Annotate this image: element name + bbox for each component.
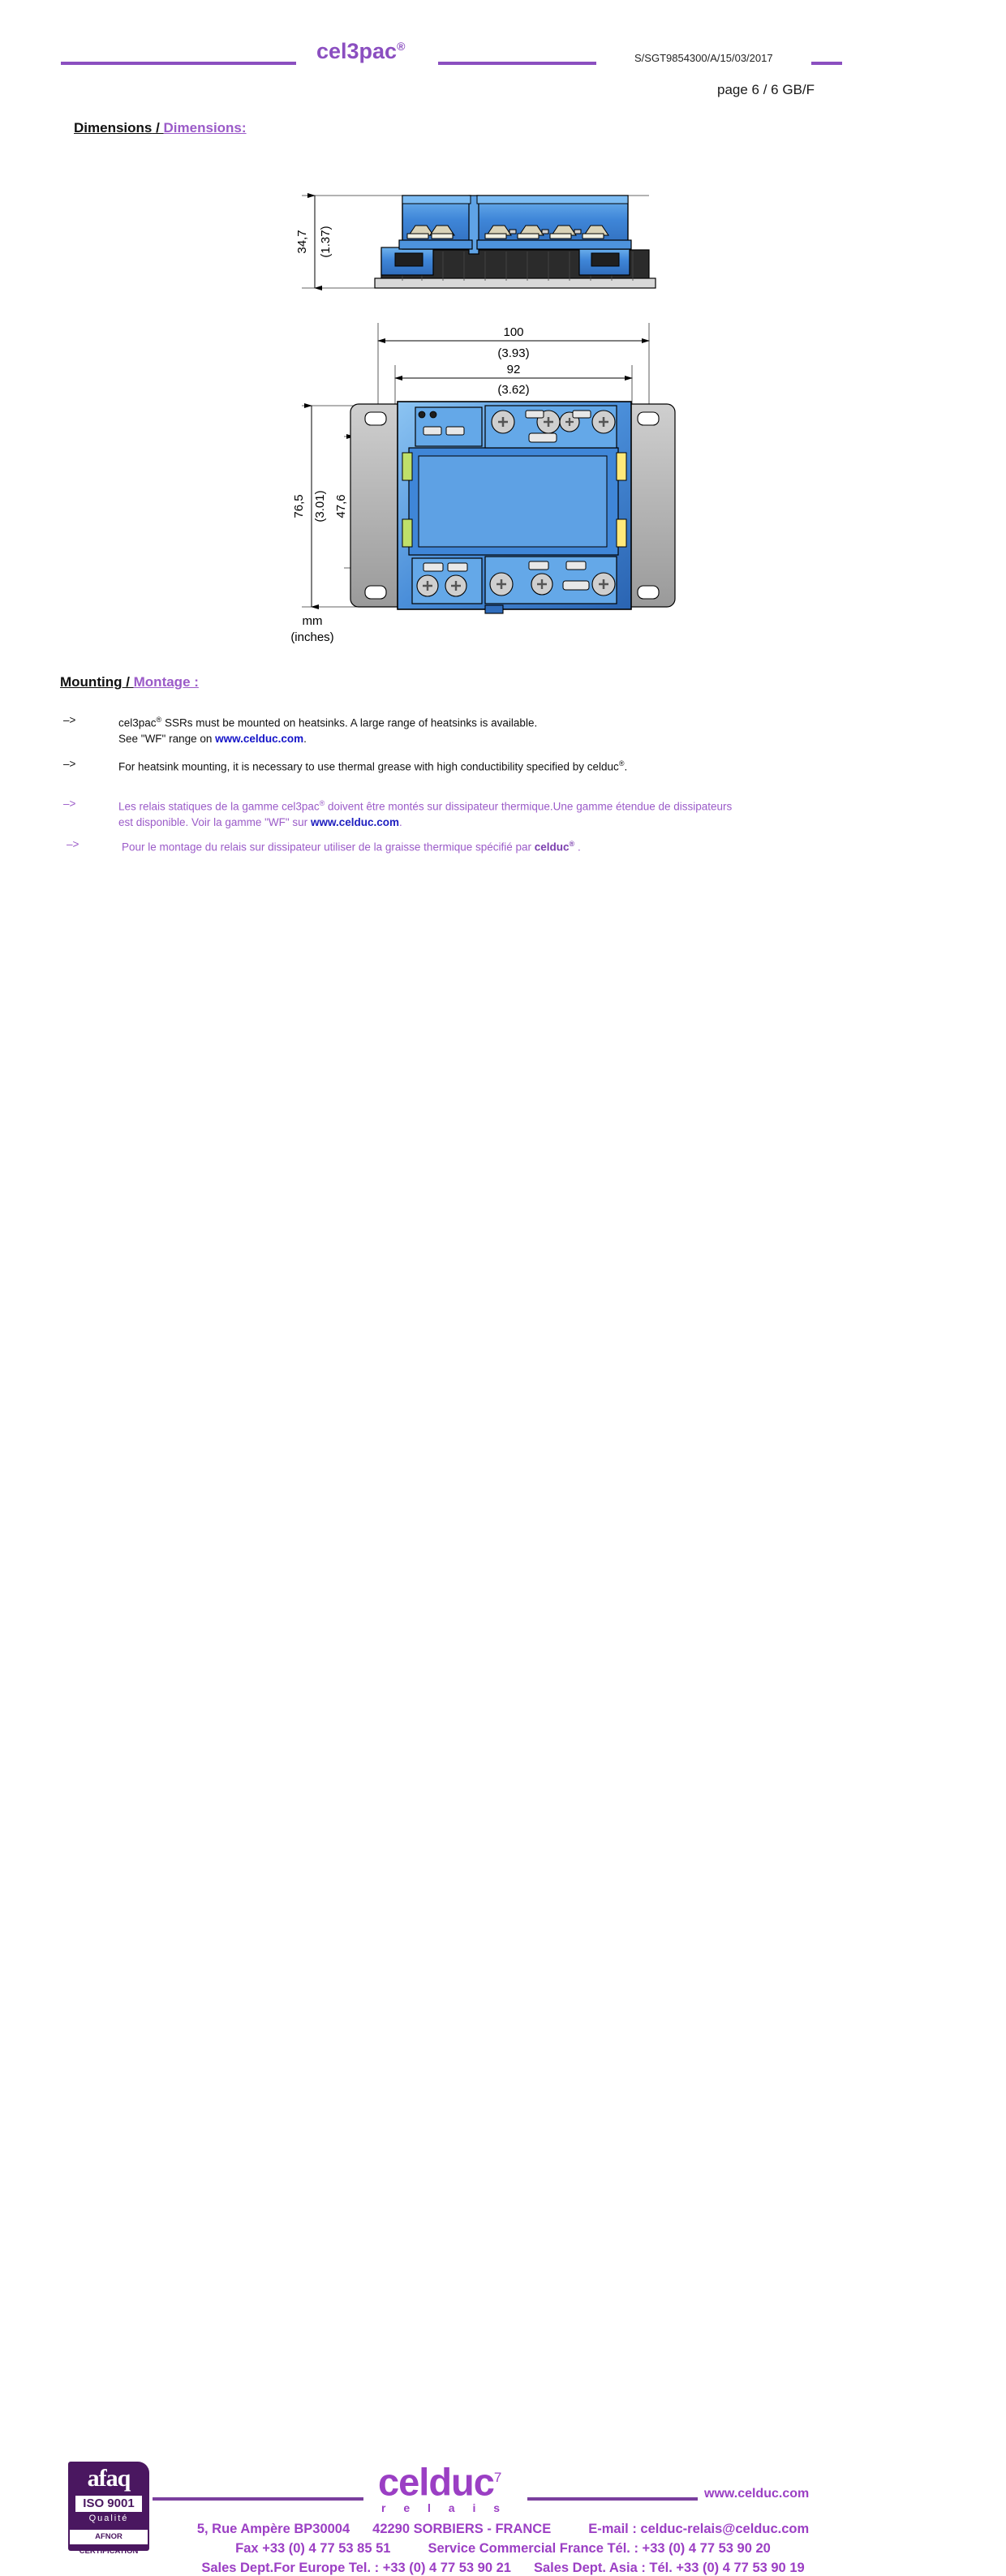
celduc-logo-name: celduc: [378, 2460, 494, 2504]
top-view-height-mm: 76,5: [292, 494, 306, 518]
top-view-height-in: (3.01): [313, 490, 327, 523]
top-view-width-mm: 100: [503, 325, 524, 339]
units-caption-inches: (inches): [290, 630, 334, 644]
footer-fax: Fax +33 (0) 4 77 53 85 51: [235, 2541, 391, 2556]
bullet-en-2-text: [118, 756, 873, 775]
registered-mark-icon: ®: [319, 799, 325, 807]
bullet-arrow-icon: –>: [63, 714, 76, 726]
bullet-fr-1-line1a: Les relais statiques de la gamme cel3pac: [118, 800, 320, 813]
mounting-title-fr: Montage :: [133, 674, 199, 690]
registered-mark-icon: ®: [569, 840, 575, 848]
dimensions-section-title: [74, 120, 247, 136]
bullet-fr-1-line2a: est disponible. Voir la gamme "WF" sur: [118, 815, 311, 828]
top-view-drawing: [292, 323, 675, 613]
celduc-logo-subtitle: r e l a i s: [381, 2501, 508, 2514]
mounting-section-title: [60, 674, 199, 690]
footer-contact-line-2: [0, 2541, 1006, 2557]
afnor-certification-badge: AFNOR CERTIFICATION: [70, 2530, 148, 2544]
bullet-arrow-icon: –>: [63, 758, 76, 770]
header-rule-left: [61, 62, 296, 65]
footer-website-link[interactable]: www.celduc.com: [704, 2487, 810, 2501]
footer-sales-asia: Sales Dept. Asia : Tél. +33 (0) 4 77 53 90 19: [533, 2561, 805, 2575]
footer-email[interactable]: E-mail : celduc-relais@celduc.com: [588, 2522, 810, 2536]
afaq-logo-text: afaq: [87, 2465, 131, 2492]
dimension-drawings: [0, 162, 1006, 665]
document-reference: S/SGT9854300/A/15/03/2017: [634, 52, 773, 64]
top-view-inner-height-mm: 47,6: [334, 494, 348, 518]
bullet-arrow-icon: –>: [63, 798, 76, 810]
footer-contact-line-1: [0, 2522, 1006, 2537]
bullet-en-1-line2a: See "WF" range on: [118, 732, 216, 745]
header-rule-middle: [438, 62, 596, 65]
celduc-logo-mark: 7: [493, 2470, 501, 2485]
footer-rule-right: [527, 2497, 698, 2501]
bullet-arrow-icon: –>: [67, 838, 80, 850]
bullet-fr-2-text: [122, 836, 876, 855]
bullet-en-2-text-b: .: [624, 760, 628, 773]
mounting-title-en: Mounting: [60, 674, 123, 690]
afaq-quality-label: Qualité: [88, 2514, 129, 2523]
dimensions-title-fr: Dimensions:: [163, 120, 247, 135]
bullet-fr-2-brand: celduc: [534, 841, 570, 854]
bullet-en-1-line1a: cel3pac: [118, 716, 157, 729]
units-caption-mm: mm: [302, 614, 323, 628]
side-view-height-mm: 34,7: [295, 230, 309, 254]
page-header: [0, 0, 1006, 97]
brand-name: cel3pac: [316, 39, 398, 63]
bullet-fr-1-line2b: .: [398, 815, 402, 828]
bullet-fr-2-text-a: Pour le montage du relais sur dissipateur utiliser de la graisse thermique spécifié par: [122, 841, 535, 854]
side-view-drawing: [295, 196, 656, 288]
footer-contact-line-3: [0, 2561, 1006, 2576]
footer-city: 42290 SORBIERS - FRANCE: [372, 2522, 552, 2536]
side-view-height-in: (1.37): [319, 226, 333, 258]
page-footer: [0, 1227, 1006, 2575]
bullet-en-1-text: [118, 712, 873, 746]
afaq-iso9001-logo: [68, 2462, 149, 2556]
bullet-fr-2-text-b: .: [574, 841, 581, 854]
footer-rule-left: [153, 2497, 363, 2501]
bullet-fr-1-text: [118, 796, 873, 830]
celduc-website-link-en-1[interactable]: www.celduc.com: [215, 732, 304, 745]
header-rule-right: [811, 62, 842, 65]
celduc-website-link-fr-1[interactable]: www.celduc.com: [310, 815, 399, 828]
dimensions-title-en: Dimensions: [74, 120, 153, 135]
dimensions-title-separator: /: [152, 120, 164, 135]
top-view-inner-width-mm: 92: [506, 363, 521, 376]
top-view-width-in: (3.93): [497, 346, 530, 360]
registered-mark-icon: ®: [618, 759, 625, 768]
celduc-logo: [378, 2458, 540, 2504]
bullet-en-2-text-a: For heatsink mounting, it is necessary to use thermal grease with high conductibility specified by celduc: [118, 760, 619, 773]
bullet-en-1-line1b: SSRs must be mounted on heatsinks. A large range of heatsinks is available.: [161, 716, 538, 729]
product-brand-title: [316, 39, 438, 64]
footer-sales-europe: Sales Dept.For Europe Tel. : +33 (0) 4 77 53 90 21: [201, 2561, 511, 2575]
top-view-inner-width-in: (3.62): [497, 383, 530, 397]
mounting-title-separator: /: [122, 674, 134, 690]
bullet-en-1-line2b: .: [303, 732, 307, 745]
footer-address: 5, Rue Ampère BP30004: [196, 2522, 350, 2536]
footer-service-commercial: Service Commercial France Tél. : +33 (0) 4 77 53 90 20: [428, 2541, 771, 2556]
registered-mark-icon: ®: [156, 716, 162, 724]
bullet-fr-1-line1b: doivent être montés sur dissipateur thermique.Une gamme étendue de dissipateurs: [325, 800, 733, 813]
afaq-iso-badge: ISO 9001: [75, 2496, 142, 2512]
page-number: page 6 / 6 GB/F: [717, 82, 815, 97]
registered-mark-icon: ®: [397, 40, 406, 53]
